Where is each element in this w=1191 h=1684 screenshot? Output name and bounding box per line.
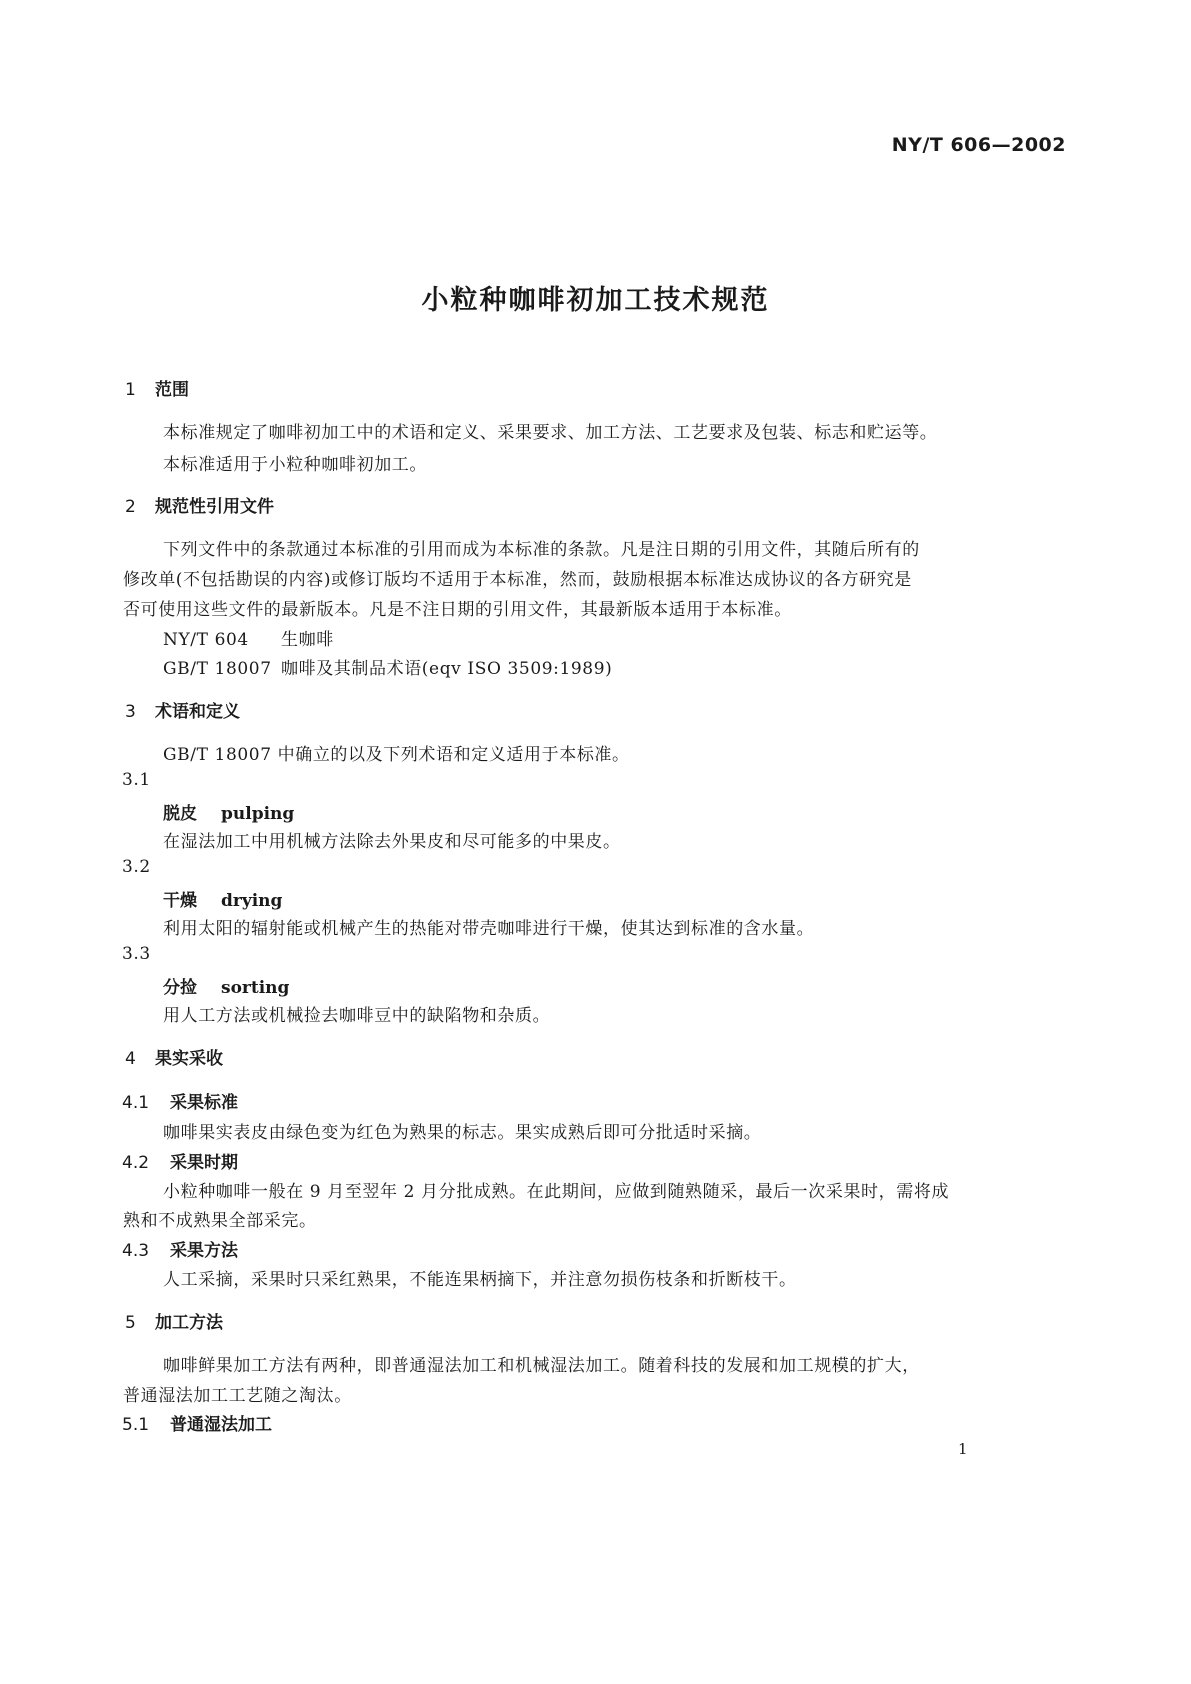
term-number: 3.1: [122, 770, 151, 790]
section-title: 规范性引用文件: [155, 497, 274, 517]
section-3-heading: [125, 697, 240, 722]
paragraph: 本标准适用于小粒种咖啡初加工。: [163, 455, 427, 475]
term-number: 3.2: [122, 857, 151, 877]
subsection-number: 4.1: [122, 1093, 150, 1113]
section-number: 5: [125, 1313, 136, 1333]
reference-item: [163, 625, 334, 650]
subsection-number: 4.2: [122, 1153, 150, 1173]
term-heading: [163, 799, 294, 824]
term-zh: 分捡: [163, 978, 197, 998]
paragraph-line: 修改单(不包括勘误的内容)或修订版均不适用于本标准，然而，鼓励根据本标准达成协议的各方研究是: [123, 570, 912, 590]
term-definition: 用人工方法或机械捡去咖啡豆中的缺陷物和杂质。: [163, 1006, 551, 1026]
term-definition: 在湿法加工中用机械方法除去外果皮和尽可能多的中果皮。: [163, 832, 621, 852]
subsection-number: 5.1: [122, 1415, 150, 1435]
reference-code: NY/T 604: [163, 630, 249, 650]
paragraph-line: 熟和不成熟果全部采完。: [123, 1211, 317, 1231]
term-definition: 利用太阳的辐射能或机械产生的热能对带壳咖啡进行干燥，使其达到标准的含水量。: [163, 919, 815, 939]
term-en: sorting: [221, 978, 290, 998]
subsection-title: 采果标准: [170, 1093, 238, 1113]
paragraph-line: 小粒种咖啡一般在 9 月至翌年 2 月分批成熟。在此期间，应做到随熟随采，最后一次采果时，需将成: [163, 1182, 950, 1202]
subsection-4-3-heading: [122, 1236, 238, 1261]
term-en: drying: [221, 891, 283, 911]
section-number: 2: [125, 497, 136, 517]
section-number: 1: [125, 380, 136, 400]
subsection-title: 普通湿法加工: [170, 1415, 272, 1435]
section-4-heading: [125, 1044, 223, 1069]
subsection-number: 4.3: [122, 1241, 150, 1261]
subsection-title: 采果方法: [170, 1241, 238, 1261]
term-heading: [163, 973, 289, 998]
paragraph: 人工采摘，采果时只采红熟果，不能连果柄摘下，并注意勿损伤枝条和折断枝干。: [163, 1270, 797, 1290]
subsection-4-1-heading: [122, 1088, 238, 1113]
subsection-4-2-heading: [122, 1148, 238, 1173]
reference-name: 咖啡及其制品术语(eqv ISO 3509:1989): [281, 659, 613, 679]
paragraph: 本标准规定了咖啡初加工中的术语和定义、采果要求、加工方法、工艺要求及包装、标志和贮运等。: [163, 423, 938, 443]
paragraph-line: 下列文件中的条款通过本标准的引用而成为本标准的条款。凡是注日期的引用文件，其随后所有的: [163, 540, 920, 560]
section-title: 加工方法: [155, 1313, 223, 1333]
term-zh: 干燥: [163, 891, 197, 911]
section-2-heading: [125, 492, 274, 517]
reference-name: 生咖啡: [281, 630, 334, 650]
page-number: 1: [958, 1440, 968, 1458]
section-title: 果实采收: [155, 1049, 223, 1069]
section-5-heading: [125, 1308, 223, 1333]
section-number: 3: [125, 702, 136, 722]
term-en: pulping: [221, 804, 295, 824]
subsection-5-1-heading: [122, 1410, 272, 1435]
section-title: 术语和定义: [155, 702, 240, 722]
paragraph-line: 否可使用这些文件的最新版本。凡是不注日期的引用文件，其最新版本适用于本标准。: [123, 600, 792, 620]
paragraph-line: 咖啡鲜果加工方法有两种，即普通湿法加工和机械湿法加工。随着科技的发展和加工规模的扩大，: [163, 1356, 920, 1376]
document-title: 小粒种咖啡初加工技术规范: [421, 285, 770, 316]
section-title: 范围: [155, 380, 189, 400]
term-number: 3.3: [122, 944, 151, 964]
reference-code: GB/T 18007: [163, 659, 272, 679]
standard-code: NY/T 606—2002: [891, 134, 1066, 156]
section-1-heading: [125, 375, 189, 400]
reference-item: [163, 654, 612, 679]
subsection-title: 采果时期: [170, 1153, 238, 1173]
paragraph: 咖啡果实表皮由绿色变为红色为熟果的标志。果实成熟后即可分批适时采摘。: [163, 1123, 762, 1143]
paragraph-line: 普通湿法加工工艺随之淘汰。: [123, 1386, 352, 1406]
paragraph: GB/T 18007 中确立的以及下列术语和定义适用于本标准。: [163, 745, 630, 765]
term-heading: [163, 886, 282, 911]
term-zh: 脱皮: [163, 804, 197, 824]
section-number: 4: [125, 1049, 136, 1069]
